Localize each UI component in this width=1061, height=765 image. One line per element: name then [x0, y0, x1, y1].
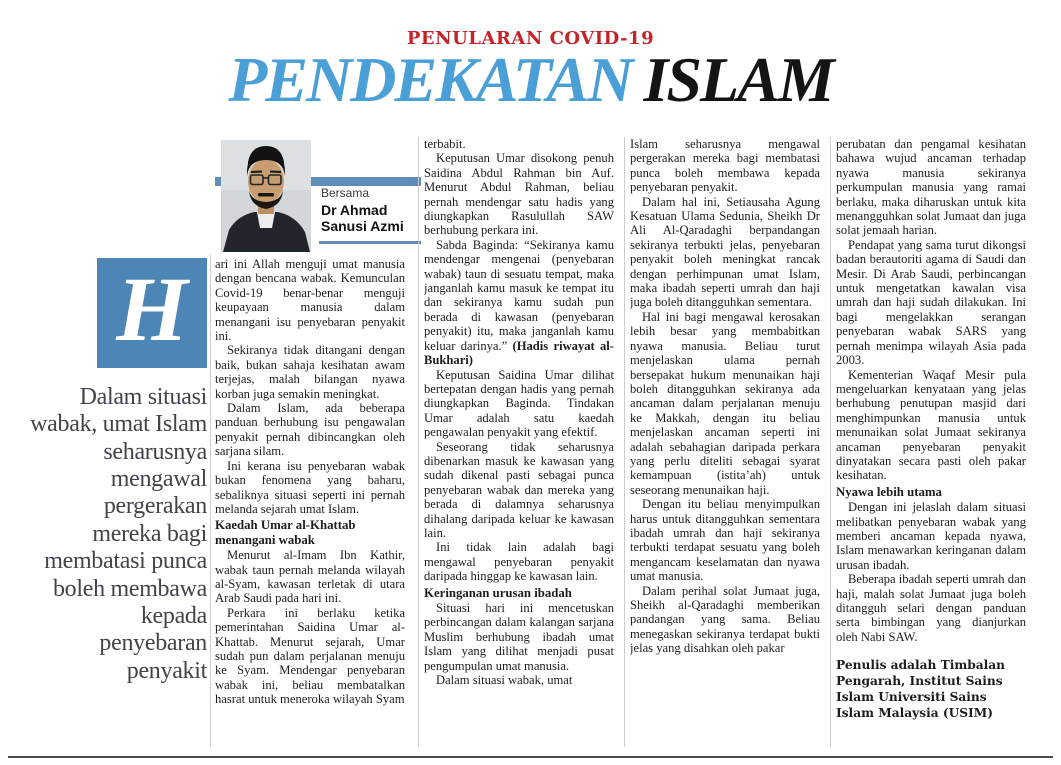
column-rule	[418, 137, 419, 747]
byline-block	[215, 140, 421, 252]
body-paragraph	[215, 459, 405, 517]
paragraph-text: Dengan ini jelaslah dalam situasi melibatkan penyebaran wabak yang memberi ancaman kepada nyawa, Islam menawarkan keringanan dalam urusan ibadah.	[836, 500, 1026, 572]
body-paragraph	[424, 673, 614, 687]
paragraph-text: Keringanan urusan ibadah	[424, 585, 572, 600]
paragraph-text: Nyawa lebih utama	[836, 484, 942, 499]
body-paragraph	[215, 606, 405, 707]
paragraph-text: ari ini Allah menguji umat manusia dengan bencana wabak. Kemunculan Covid-19 benar-benar menguji keupayaan manusia dalam menangani isu penyebaran penyakit ini.	[215, 257, 405, 344]
paragraph-text: Beberapa ibadah seperti umrah dan haji, malah solat Jumaat juga boleh ditangguh selari dengan panduan serta bimbingan yang dianjurkan oleh Nabi SAW.	[836, 572, 1026, 644]
body-paragraph	[424, 137, 614, 151]
paragraph-text: Islam seharusnya mengawal pergerakan mereka bagi membatasi punca boleh membawa kepada penyebaran penyakit.	[630, 137, 820, 195]
section-subhead	[215, 518, 405, 547]
body-paragraph	[836, 572, 1026, 644]
paragraph-text: Dengan itu beliau menyimpulkan harus untuk ditangguhkan sementara ibadah umrah dan haji sekiranya terbukti terdapat sesuatu yang boleh mengancam keselamatan dan nyawa umat manusia.	[630, 497, 820, 584]
body-paragraph	[836, 238, 1026, 368]
section-subhead	[424, 586, 614, 600]
body-paragraph	[424, 440, 614, 541]
paragraph-text: Kementerian Waqaf Mesir pula mengeluarkan kenyataan yang jelas berhubung penutupan masjid dari menghimpunkan manusia untuk menunaikan solat Jumaat sekiranya ancaman penyebaran penyakit dinyatakan secara pasti oleh pakar kesihatan.	[836, 367, 1026, 483]
paragraph-text: Sekiranya tidak ditangani dengan baik, bukan sahaja kesihatan awam terjejas, malah bilangan nyawa korban juga semakin meningkat.	[215, 343, 405, 401]
paragraph-text: perubatan dan pengamal kesihatan bahawa wujud ancaman terhadap nyawa manusia sekiranya perkumpulan manusia yang ramai berlaku, maka diharuskan untuk kita menangguhkan solat Jumaat dan juga solat jemaah harian.	[836, 137, 1026, 238]
paragraph-text: Ini kerana isu penyebaran wabak bukan fenomena yang baharu, sebaliknya situasi seperti ini pernah melanda sejarah umat Islam.	[215, 458, 405, 516]
pull-quote: Dalam situasi wabak, umat Islam seharusnya mengawal pergerakan mereka bagi membatasi punca boleh membawa kepada penyebaran penyakit	[30, 384, 207, 684]
byline-text	[321, 186, 404, 234]
headline-word-blue: PENDEKATAN	[228, 44, 632, 115]
paragraph-text: Sabda Baginda: “Sekiranya kamu mendengar mengenai (penyebaran wabak) taun di sesuatu tempat, maka janganlah kamu masuk ke tempat itu dan sekiranya kamu sudah pun berada di kawasan (penyebaran penyakit) itu, maka janganlah kamu keluar darinya.”	[424, 237, 614, 353]
paragraph-text: Dalam situasi wabak, umat	[436, 673, 573, 688]
body-paragraph	[215, 343, 405, 401]
headline	[0, 46, 1061, 113]
paragraph-text: Hal ini bagi mengawal kerosakan lebih besar yang membabitkan nyawa manusia. Beliau turut menjelaskan ulama pernah bersepakat hukum menunaikan haji boleh ditangguhkan sekiranya ada ancaman dalam perjalanan menuju ke Makkah, dengan itu beliau menjelaskan ancaman seperti ini adalah sebahagian daripada perkara yang perlu diteliti sebagai syarat kemampuan (istita’ah) untuk seseorang menunaikan haji.	[630, 309, 820, 497]
byline-label: Bersama	[321, 186, 370, 200]
body-paragraph	[424, 540, 614, 583]
author-credit	[836, 658, 1026, 721]
body-paragraph	[836, 137, 1026, 238]
paragraph-text: Seseorang tidak seharusnya dibenarkan masuk ke kawasan yang sudah dikenal pasti sebagai punca penyebaran wabak dan mereka yang berada di dalamnya seharusnya dihalang daripada keluar ke kawasan lain.	[424, 439, 614, 540]
body-paragraph	[215, 401, 405, 459]
body-paragraph	[630, 310, 820, 497]
paragraph-text: Dalam hal ini, Setiausaha Agung Kesatuan Ulama Sedunia, Sheikh Dr Ali Al-Qaradaghi berpandangan sekiranya terbukti jelas, penyebaran penyakit boleh meningkat rancak dengan perhimpunan umat Islam, maka ibadah seperti umrah dan haji juga boleh ditangguhkan sementara.	[630, 194, 820, 310]
body-paragraph	[630, 195, 820, 310]
column-rule	[624, 137, 625, 747]
body-paragraph	[836, 368, 1026, 483]
body-paragraph	[424, 601, 614, 673]
paragraph-text: Ini tidak lain adalah bagi mengawal penyebaran penyakit daripada hinggap ke kawasan lain.	[424, 540, 614, 584]
column-rule	[830, 137, 831, 747]
paragraph-text: terbabit.	[424, 137, 466, 151]
column-rule	[210, 255, 211, 747]
byline-author-name-line2: Sanusi Azmi	[321, 218, 404, 235]
body-paragraph	[424, 151, 614, 237]
paragraph-bold-text: (Hadis riwayat al-Bukhari)	[424, 338, 614, 368]
article-column-3	[630, 137, 820, 749]
byline-underline	[319, 241, 421, 244]
paragraph-text: Keputusan Umar disokong penuh Saidina Abdul Rahman bin Auf. Menurut Abdul Rahman, beliau pernah mendengar satu hadis yang diungkapkan Rasulullah SAW berhubung perkara ini.	[424, 151, 614, 238]
paragraph-text: Situasi hari ini mencetuskan perbincangan dalam kalangan sarjana Muslim berhubung ibadah umat Islam yang dilihat menjadi pusat pengumpulan umat manusia.	[424, 601, 614, 673]
body-paragraph	[630, 497, 820, 583]
body-paragraph	[215, 257, 405, 343]
article-column-1	[215, 257, 405, 749]
paragraph-text: Penulis adalah Timbalan Pengarah, Institut Sains Islam Universiti Sains Islam Malaysia (USIM)	[836, 658, 1006, 720]
author-photo	[221, 140, 311, 252]
section-subhead	[836, 485, 1026, 499]
dropcap-box	[97, 258, 207, 368]
dropcap-letter: H	[116, 258, 188, 360]
body-paragraph	[215, 548, 405, 606]
paragraph-text: Kaedah Umar al-Khattab menangani wabak	[215, 518, 356, 547]
body-paragraph	[630, 584, 820, 656]
byline-author-name-line1: Dr Ahmad	[321, 202, 388, 218]
paragraph-text: Perkara ini berlaku ketika pemerintahan Saidina Umar al-Khattab. Menurut sejarah, Umar sudah pun dalam perjalanan menuju ke Syam. Mendengar penyebaran wabak ini, beliau membatalkan hasrat untuk meneroka wilayah Syam	[215, 605, 405, 707]
paragraph-text: Pendapat yang sama turut dikongsi badan berautoriti agama di Saudi dan Mesir. Di Arab Saudi, perbincangan untuk mengetatkan kawalan visa umrah dan haji sudah dilakukan. Ini bagi mengelakkan serangan penyebaran wabak SARS yang pernah menimpa wilayah Asia pada 2003.	[836, 237, 1026, 368]
body-paragraph	[630, 137, 820, 195]
kicker: PENULARAN COVID-19	[406, 28, 655, 49]
body-paragraph	[424, 368, 614, 440]
body-paragraph	[836, 500, 1026, 572]
paragraph-text: Keputusan Saidina Umar dilihat bertepatan dengan hadis yang pernah diungkapkan Baginda. Tindakan Umar adalah satu kaedah pengawalan penyakit yang efektif.	[424, 367, 614, 440]
body-paragraph	[424, 238, 614, 368]
lede-column	[30, 258, 207, 685]
article-column-2	[424, 137, 614, 749]
paragraph-text: Dalam perihal solat Jumaat juga, Sheikh al-Qaradaghi memberikan pandangan yang sama. Beliau menegaskan sekiranya terdapat bukti jelas yang disahkan oleh pakar	[630, 583, 820, 656]
headline-word-black: ISLAM	[643, 44, 833, 115]
bottom-rule	[8, 756, 1053, 758]
paragraph-text: Dalam Islam, ada beberapa panduan berhubung isu pengawalan penyakit pernah dibincangkan oleh sarjana silam.	[215, 401, 405, 459]
article-column-4	[836, 137, 1026, 749]
paragraph-text: Menurut al-Imam Ibn Kathir, wabak taun pernah melanda wilayah al-Syam, kawasan terletak di utara Arab Saudi pada hari ini.	[215, 548, 405, 606]
